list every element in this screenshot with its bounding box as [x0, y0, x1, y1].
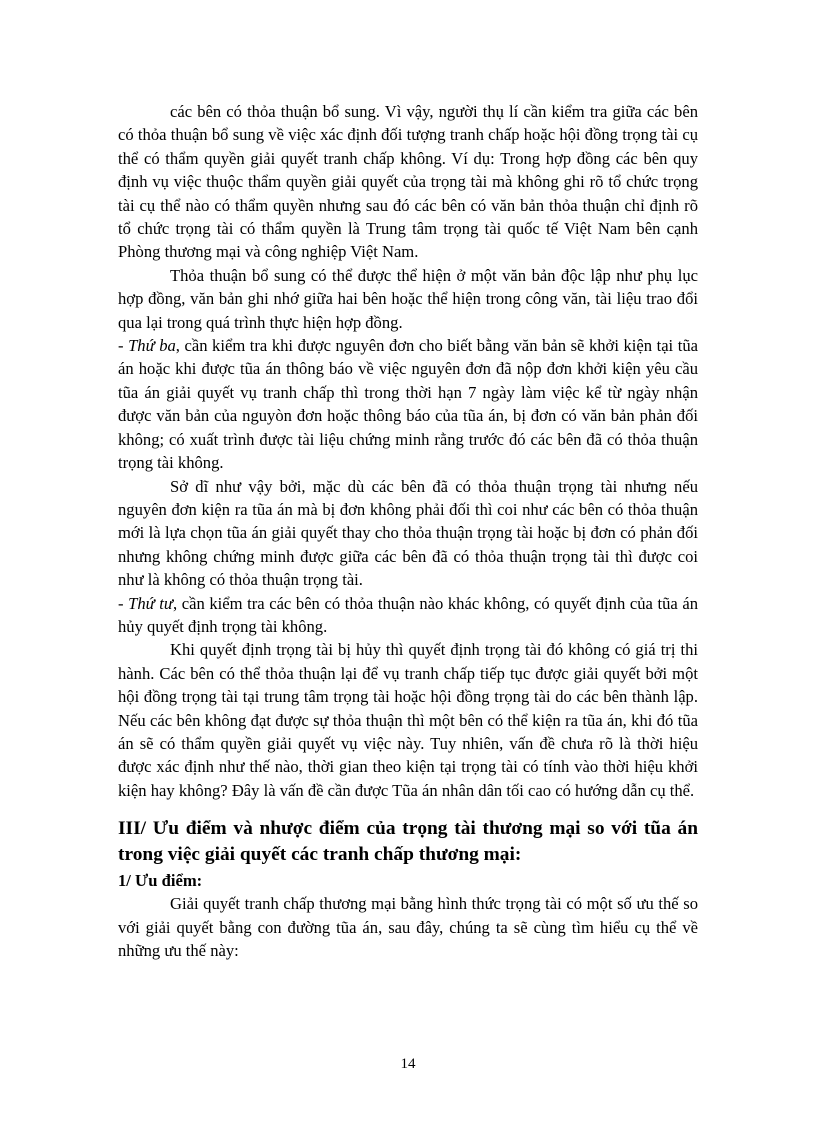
item-fourth-label: Thứ tư: [128, 593, 173, 613]
document-page: [118, 100, 698, 962]
item-fourth: [118, 592, 698, 639]
item-third-prefix: -: [118, 336, 129, 356]
paragraph-1: các bên có thỏa thuận bổ sung. Vì vậy, người thụ lí cần kiểm tra giữa các bên có thỏa thuận bổ sung về việc xác định đối tượng tranh chấp hoặc hội đồng trọng tài cụ thể có thẩm quyền giải quyết tranh chấp không. Ví dụ: Trong hợp đồng các bên quy định vụ việc thuộc thẩm quyền giải quyết của trọng tài mà không ghi rõ tổ chức trọng tài cụ thể nào có thẩm quyền nhưng sau đó các bên có văn bản thỏa thuận chỉ định rõ tổ chức trọng tài có thẩm quyền là Trung tâm trọng tài quốc tế Việt Nam bên cạnh Phòng thương mại và công nghiệp Việt Nam.: [118, 102, 698, 262]
item-third-label: Thứ ba: [128, 336, 176, 356]
item-fourth-text: , cần kiểm tra các bên có thỏa thuận nào khác không, có quyết định của tũa án hủy quyết định trọng tài không.: [118, 593, 698, 636]
item-fourth-prefix: -: [118, 593, 129, 613]
section-heading: III/ Ưu điểm và nhược điểm của trọng tài thương mại so với tũa án trong việc giải quyết các tranh chấp thương mại:: [118, 818, 698, 866]
paragraph-2: Thỏa thuận bổ sung có thể được thể hiện ở một văn bản độc lập như phụ lục hợp đồng, văn bản ghi nhớ giữa hai bên hoặc thể hiện trong công văn, tài liệu trao đổi qua lại trong quá trình thực hiện hợp đồng.: [118, 265, 698, 332]
paragraph-4: Khi quyết định trọng tài bị hủy thì quyết định trọng tài đó không có giá trị thi hành. Các bên có thể thỏa thuận lại để vụ tranh chấp tiếp tục được giải quyết bởi một hội đồng trọng tài tại trung tâm trọng tài hoặc hội đồng trọng tài do các bên thành lập. Nếu các bên không đạt được sự thỏa thuận thì một bên có thể kiện ra tũa án, khi đó tũa án sẽ có thẩm quyền giải quyết vụ việc này. Tuy nhiên, vấn đề chưa rõ là thời hiệu được xác định như thế nào, thời gian theo kiện tại trọng tài có tính vào thời hiệu khởi kiện hay không? Đây là vấn đề cần được Tũa án nhân dân tối cao có hướng dẫn cụ thể.: [118, 640, 698, 800]
paragraph-3: Sở dĩ như vậy bởi, mặc dù các bên đã có thỏa thuận trọng tài nhưng nếu nguyên đơn kiện ra tũa án mà bị đơn không phải đối thì coi như các bên có thỏa thuận mới là lựa chọn tũa án giải quyết thay cho thỏa thuận trọng tài hoặc bị đơn có phản đối nhưng không chứng minh được giữa các bên đã có thỏa thuận trọng tài thì được coi như là không có thỏa thuận trọng tài.: [118, 476, 698, 590]
page-number: 14: [400, 1056, 416, 1072]
item-third-text: , cần kiểm tra khi được nguyên đơn cho biết bằng văn bản sẽ khởi kiện tại tũa án hoặc khi được tũa án thông báo về việc nguyên đơn đã nộp đơn khởi kiện yêu cầu tũa án giải quyết vụ tranh chấp thì trong thời hạn 7 ngày làm việc kể từ ngày nhận được văn bản của nguyòn đơn hoặc thông báo của tũa án, bị đơn có văn bản phản đối không; có xuất trình được tài liệu chứng minh rằng trước đó các bên đã có thỏa thuận trọng tài không.: [118, 336, 698, 473]
subheading: 1/ Ưu điểm:: [118, 871, 203, 891]
paragraph-5: Giải quyết tranh chấp thương mại bằng hình thức trọng tài có một số ưu thế so với giải quyết bằng con đường tũa án, sau đây, chúng ta sẽ cùng tìm hiểu cụ thể về những ưu thế này:: [118, 894, 698, 960]
item-third: [118, 334, 698, 474]
